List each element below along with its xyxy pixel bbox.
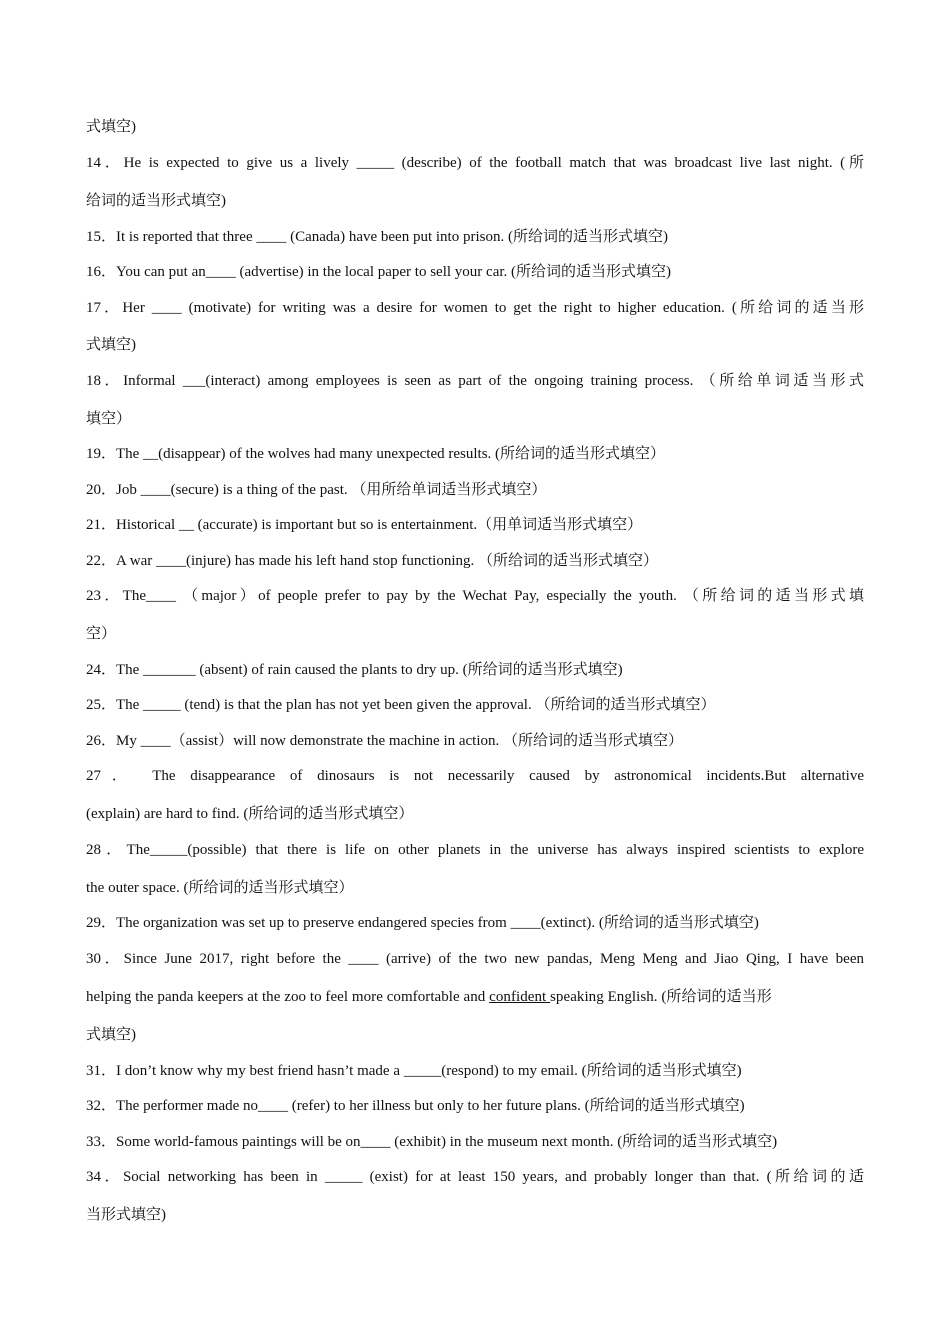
question-18: 18．Informal ___(interact) among employees is seen as part of the ongoing training process. （所给单词适当形式 <box>86 373 864 389</box>
question-16: 16．You can put an____ (advertise) in the local paper to sell your car. (所给词的适当形式填空) <box>86 264 672 280</box>
question-21: 21．Historical __ (accurate) is important but so is entertainment.（用单词适当形式填空） <box>86 517 643 533</box>
question-14: 14．He is expected to give us a lively _____ (describe) of the football match that was broadcast live last night. (所 <box>86 155 864 171</box>
question-24: 24．The _______ (absent) of rain caused the plants to dry up. (所给词的适当形式填空) <box>86 662 623 678</box>
text-line: 式填空) <box>86 1027 136 1043</box>
question-32: 32．The performer made no____ (refer) to her illness but only to her future plans. (所给词的适当形式填空) <box>86 1098 745 1114</box>
question-27: 27． The disappearance of dinosaurs is not necessarily caused by astronomical incidents.But alternative <box>86 768 864 784</box>
text-segment: helping the panda keepers at the zoo to feel more comfortable and <box>86 989 490 1005</box>
text-segment: speaking English. (所给词的适当形 <box>550 989 772 1005</box>
text-line: the outer space. (所给词的适当形式填空） <box>86 880 354 896</box>
text-line: 空） <box>86 626 117 642</box>
underlined-word: confident <box>489 989 551 1005</box>
text-line: 填空） <box>86 411 132 427</box>
question-20: 20．Job ____(secure) is a thing of the past. （用所给单词适当形式填空） <box>86 482 547 498</box>
text-line: (explain) are hard to find. (所给词的适当形式填空） <box>86 806 414 822</box>
question-31: 31．I don’t know why my best friend hasn’t made a _____(respond) to my email. (所给词的适当形式填空) <box>86 1063 742 1079</box>
text-line <box>86 978 864 1016</box>
question-29: 29．The organization was set up to preserve endangered species from ____(extinct). (所给词的适当形式填空) <box>86 915 759 931</box>
question-28: 28．The_____(possible) that there is life on other planets in the universe has always inspired scientists to explore <box>86 842 864 858</box>
text-line: 式填空) <box>86 337 136 353</box>
question-25: 25．The _____ (tend) is that the plan has not yet been given the approval. （所给词的适当形式填空） <box>86 697 716 713</box>
question-30: 30．Since June 2017, right before the ____ (arrive) of the two new pandas, Meng Meng and Jiao Qing, I have been <box>86 951 864 967</box>
question-33: 33．Some world-famous paintings will be on____ (exhibit) in the museum next month. (所给词的适当形式填空) <box>86 1134 778 1150</box>
question-26: 26．My ____（assist）will now demonstrate the machine in action. （所给词的适当形式填空） <box>86 733 684 749</box>
question-23: 23．The____ （major）of people prefer to pay by the Wechat Pay, especially the youth. （所给词的适当形式填 <box>86 588 864 604</box>
question-17: 17．Her ____ (motivate) for writing was a desire for women to get the right to higher education. (所给词的适当形 <box>86 300 864 316</box>
text-line: 当形式填空) <box>86 1207 166 1223</box>
text-line: 给词的适当形式填空) <box>86 193 226 209</box>
question-15: 15．It is reported that three ____ (Canada) have been put into prison. (所给词的适当形式填空) <box>86 229 668 245</box>
question-19: 19．The __(disappear) of the wolves had many unexpected results. (所给词的适当形式填空） <box>86 446 666 462</box>
question-22: 22．A war ____(injure) has made his left hand stop functioning. （所给词的适当形式填空） <box>86 553 659 569</box>
text-line: 式填空) <box>86 119 136 135</box>
question-34: 34．Social networking has been in _____ (exist) for at least 150 years, and probably longer than that. (所给词的适 <box>86 1169 864 1185</box>
